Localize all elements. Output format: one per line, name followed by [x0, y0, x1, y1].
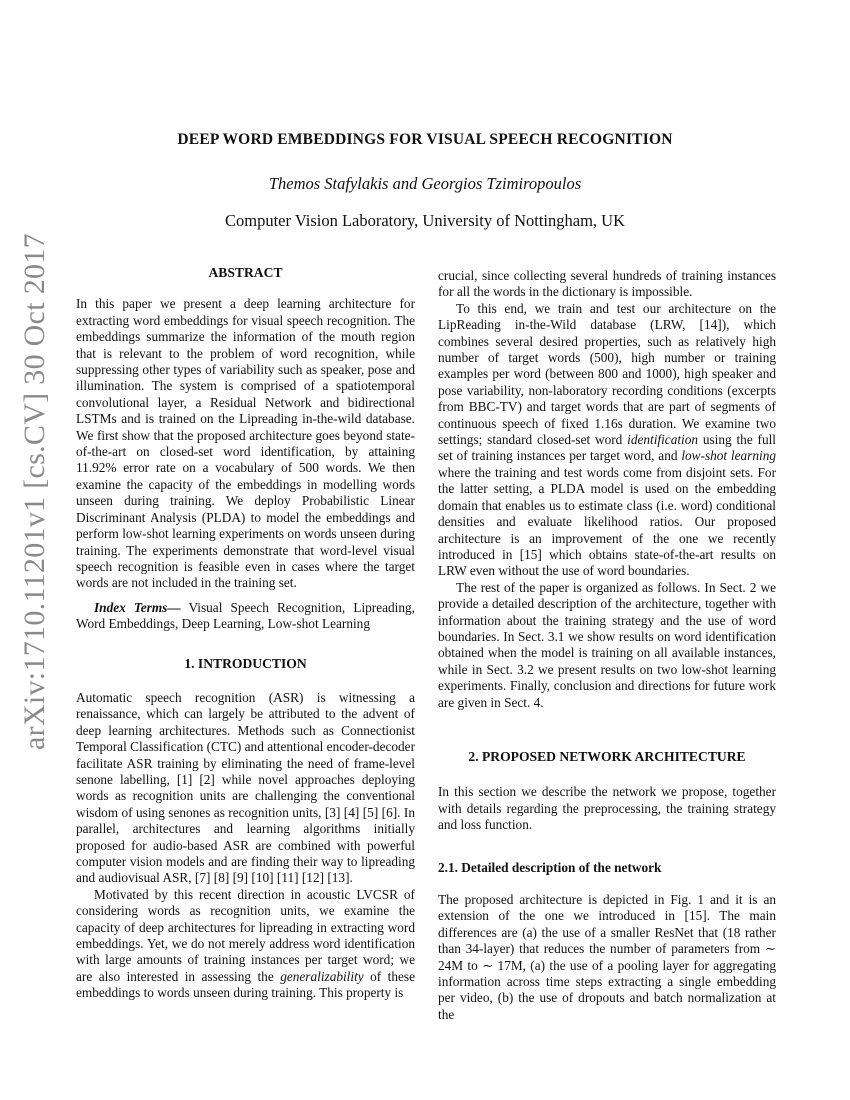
index-terms-label: Index Terms—: [94, 599, 181, 615]
intro-paragraph-4: The rest of the paper is organized as follows. In Sect. 2 we provide a detailed description of the architecture, together with information about the training strategy and the use of word boundaries. In Sect. 3.1 we show results on word identification obtained when the model is training on all available instances, while in Sect. 3.2 we present results on two low-shot learning experiments. Finally, conclusion and directions for future work are given in Sect. 4.: [438, 579, 776, 710]
right-column: [438, 268, 776, 1023]
arxiv-identifier: arXiv:1710.11201v1 [cs.CV] 30 Oct 2017: [18, 233, 51, 750]
intro-p2-emphasis: generalizability: [280, 968, 364, 984]
intro-p3-text-c: where the training and test words come from disjoint sets. For the latter setting, a PLDA model is used on the embedding domain that enables us to estimate class (i.e. word) conditional densities and evaluate likelihood ratios. Our proposed architecture is an improvement of the one we recently introduced in [15] which obtains state-of-the-art results on LRW even without the use of word boundaries.: [438, 464, 776, 579]
section-2-1-paragraph: The proposed architecture is depicted in Fig. 1 and it is an extension of the one we introduced in [15]. The main differences are (a) the use of a smaller ResNet that (18 rather than 34-layer) that reduces the number of parameters from ∼ 24M to ∼ 17M, (a) the use of a pooling layer for aggregating information across time steps extracting a single embedding per video, (b) the use of dropouts and batch normalization at the: [438, 892, 776, 1022]
intro-paragraph-1: Automatic speech recognition (ASR) is witnessing a renaissance, which can largely be attributed to the advent of deep learning architectures. Methods such as Connectionist Temporal Classification (CTC) and attentional encoder-decoder facilitate ASR training by eliminating the need of frame-level senone labelling, [1] [2] while novel approaches deploying words as recognition units are challenging the conventional wisdom of using senones as recognition units, [3] [4] [5] [6]. In parallel, architectures and learning algorithms initially proposed for audio-based ASR are combined with powerful computer vision models and are finding their way to lipreading and audiovisual ASR, [7] [8] [9] [10] [11] [12] [13].: [76, 689, 415, 886]
section-2-paragraph-1: In this section we describe the network we propose, together with details regarding the preprocessing, the training strategy and loss function.: [438, 784, 776, 833]
intro-p2-text-b: of these embeddings to words unseen during training. This property is: [76, 968, 415, 1001]
paper-title: DEEP WORD EMBEDDINGS FOR VISUAL SPEECH RECOGNITION: [177, 131, 673, 148]
index-terms: [76, 600, 415, 633]
intro-paragraph-2-continued: crucial, since collecting several hundreds of training instances for all the words in the dictionary is impossible.: [438, 268, 776, 300]
section-2-1-heading: 2.1. Detailed description of the network: [438, 859, 662, 875]
intro-paragraph-3: [438, 301, 776, 580]
intro-p3-text-b: using the full set of training instances per target word, and: [438, 432, 776, 464]
paper-authors: Themos Stafylakis and Georgios Tzimiropoulos: [268, 174, 582, 193]
paper-affiliation: Computer Vision Laboratory, University of Nottingham, UK: [225, 211, 625, 230]
abstract-text: In this paper we present a deep learning architecture for extracting word embeddings for visual speech recognition. The embeddings summarize the information of the mouth region that is relevant to the problem of word recognition, while suppressing other types of variability such as speaker, pose and illumination. The system is comprised of a spatiotemporal convolutional layer, a Residual Network and bidirectional LSTMs and is trained on the Lipreading in-the-wild database. We first show that the proposed architecture goes beyond state-of-the-art on closed-set word identification, by attaining 11.92% error rate on a vocabulary of 500 words. We then examine the capacity of the embeddings in modelling words unseen during training. We deploy Probabilistic Linear Discriminant Analysis (PLDA) to model the embeddings and perform low-shot learning experiments on words unseen during training. The experiments demonstrate that word-level visual speech recognition is feasible even in cases where the target words are not included in the training set.: [76, 296, 415, 591]
intro-p2-text-a: Motivated by this recent direction in acoustic LVCSR of considering words as recognition units, we examine the capacity of deep architectures for lipreading in extracting word embeddings. Yet, we do not merely address word identification with large amounts of training instances per target word; we are also interested in assessing the: [76, 886, 415, 984]
abstract-heading: ABSTRACT: [208, 265, 283, 280]
intro-p3-text-a: To this end, we train and test our architecture on the LipReading in-the-Wild database (LRW, [14]), which combines several desired properties, such as relatively high number of target words (500), high number or training examples per word (between 800 and 1000), high speaker and pose variability, non-laboratory recording conditions (excerpts from BBC-TV) and target words that are part of segments of continuous speech of fixed 1.16s duration. We examine two settings; standard closed-set word: [438, 300, 776, 448]
intro-paragraph-2: [76, 887, 415, 1002]
section-2-heading: 2. PROPOSED NETWORK ARCHITECTURE: [468, 748, 746, 764]
intro-heading: 1. INTRODUCTION: [184, 655, 307, 671]
left-column: [76, 265, 415, 1002]
intro-p3-emphasis-2: low-shot learning: [681, 448, 776, 464]
intro-p3-emphasis-1: identification: [627, 432, 699, 448]
index-terms-text: Visual Speech Recognition, Lipreading, Word Embeddings, Deep Learning, Low-shot Learning: [76, 599, 415, 632]
